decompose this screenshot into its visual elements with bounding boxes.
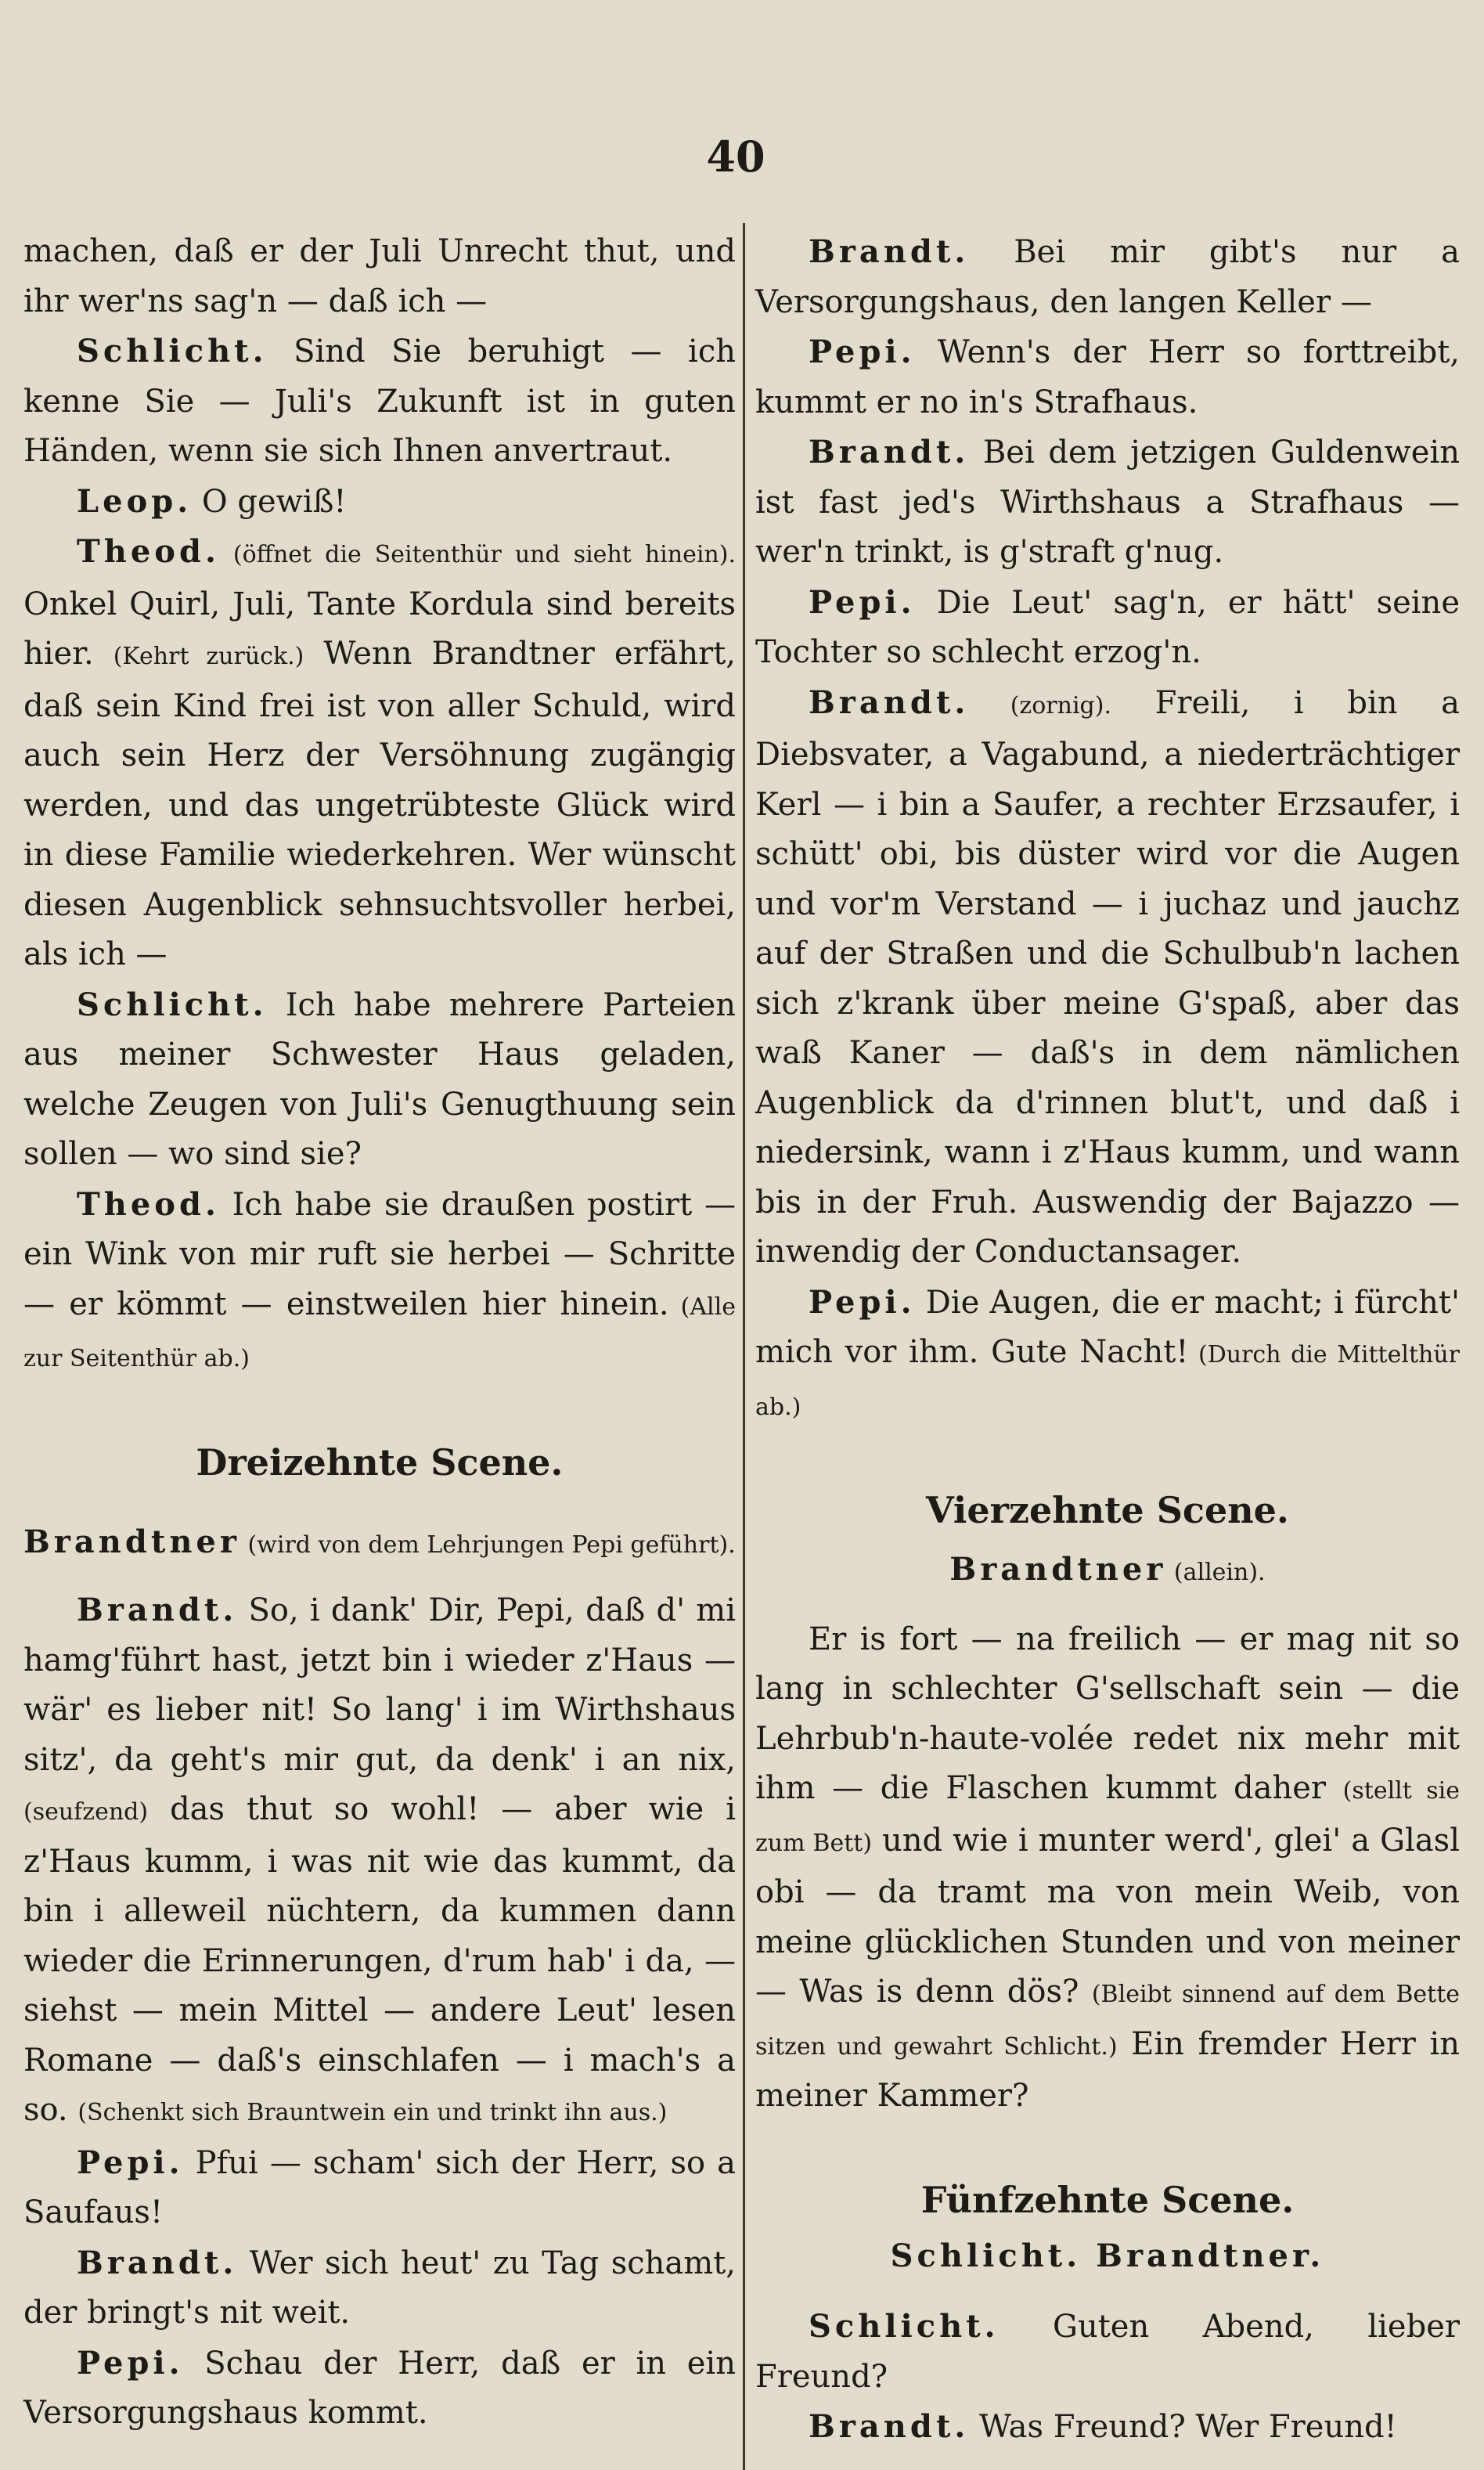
- dialogue-line: [755, 1615, 1460, 2122]
- cast-line: [23, 1517, 736, 1570]
- dialogue-text: Onkel Quirl, Juli, Tante Kordula sind bereits hier.: [23, 586, 736, 672]
- speaker-name: Brandt.: [809, 683, 970, 721]
- dialogue-text: Ich habe sie draußen postirt — ein Wink von mir ruft sie herbei — Schritte — er kömmt — einstweilen hier hinein.: [23, 1186, 736, 1322]
- dialogue-text: Was Freund? Wer Freund!: [969, 2409, 1397, 2445]
- dialogue-text: Pfui — scham' sich der Herr, so a Saufaus!: [23, 2144, 736, 2230]
- scene-heading: Dreizehnte Scene.: [196, 1441, 564, 1484]
- dialogue-line: [23, 980, 736, 1180]
- dialogue-text: O gewiß!: [192, 483, 347, 520]
- dialogue-text: Wer sich heut' zu Tag schamt, der bringt's nit weit.: [23, 2245, 736, 2331]
- stage-direction: (öffnet die Seitenthür und sieht hinein).: [219, 541, 736, 568]
- dialogue-line: [23, 527, 736, 980]
- cast-line: [755, 2231, 1460, 2282]
- dialogue-text: Freili, i bin a Diebsvater, a Vagabund, a niederträchtiger Kerl — i bin a Saufer, a rechter Erzsaufer, i schütt' obi, bis düster wird vor die Augen und vor'm Verstand — i juchaz und jauchz auf der Straßen und die Schulbub'n lachen sich z'krank über meine G'spaß, aber das waß Kaner — daß's in dem nämlichen Augenblick da d'rinnen blut't, und daß i niedersink, wann i z'Haus kumm, und wann bis in der Fruh. Auswendig der Bajazzo — inwendig der Conductansager.: [755, 684, 1460, 1270]
- speaker-name: Brandt.: [77, 1592, 238, 1628]
- left-column: [23, 227, 736, 2439]
- dialogue-text: Er is fort — na freilich — er mag nit so lang in schlechter G'sellschaft sein — die Lehrbub'n-haute-volée redet nix mehr mit ihm — die Flaschen kummt daher: [755, 1621, 1460, 1806]
- speaker-name: Pepi.: [809, 583, 916, 621]
- dialogue-text: Ein fremder Herr in meiner Kammer?: [755, 2025, 1461, 2114]
- dialogue-text: Die Leut' sag'n, er hätt' seine Tochter so schlecht erzog'n.: [755, 584, 1460, 670]
- dialogue-text: Bei dem jetzigen Guldenwein ist fast jed's Wirthshaus a Strafhaus — wer'n trinkt, is g'straft g'nug.: [755, 435, 1460, 570]
- stage-direction: (Schenkt sich Brauntwein ein und trinkt ihn aus.): [77, 2099, 668, 2126]
- speaker-name: Schlicht.: [77, 333, 268, 370]
- stage-direction: (wird von dem Lehrjungen Pepi geführt).: [240, 1531, 736, 1559]
- speaker-name: Schlicht.: [809, 2308, 1000, 2345]
- dialogue-line: [23, 2338, 736, 2439]
- speaker-name: Pepi.: [809, 1283, 916, 1321]
- stage-direction: (Bleibt sinnend auf dem Bette sitzen und gewahrt Schlicht.): [755, 1981, 1461, 2061]
- stage-direction: (Durch die Mittelthür ab.): [755, 1341, 1460, 1421]
- dialogue-text: Sind Sie beruhigt — ich kenne Sie — Juli's Zukunft ist in guten Händen, wenn sie sich Ihnen anvertraut.: [23, 334, 736, 469]
- dialogue-line: [23, 326, 736, 477]
- stage-direction: (Kehrt zurück.): [113, 643, 304, 670]
- speaker-name: Pepi.: [77, 2144, 184, 2181]
- dialogue-text: Wenn's der Herr so forttreibt, kummt er no in's Strafhaus.: [755, 334, 1460, 420]
- dialogue-text: Wenn Brandtner erfährt, daß sein Kind frei ist von aller Schuld, wird auch sein Herz der Versöhnung zugängig werden, und das ungetrübteste Glück wird in diese Familie wiederkehren. Wer wünscht diesen Augenblick sehnsuchtsvoller herbei, als ich —: [23, 636, 737, 972]
- dialogue-line: [755, 2302, 1460, 2402]
- speaker-name: Pepi.: [809, 334, 916, 370]
- scene-heading: Vierzehnte Scene.: [926, 1489, 1289, 1531]
- stage-direction: (allein).: [1166, 1559, 1266, 1586]
- dialogue-text: Schau der Herr, daß er in ein Versorgungshaus kommt.: [23, 2345, 736, 2431]
- scene-heading: Fünfzehnte Scene.: [920, 2178, 1295, 2221]
- speaker-name: Schlicht.: [77, 986, 268, 1023]
- dialogue-text: Die Augen, die er macht; i fürcht' mich vor ihm. Gute Nacht!: [755, 1284, 1460, 1370]
- dialogue-text: Guten Abend, lieber Freund?: [755, 2309, 1460, 2395]
- stage-direction: (zornig).: [969, 691, 1111, 719]
- speaker-name: Brandtner: [949, 1551, 1167, 1588]
- page-number: 40: [706, 132, 765, 182]
- dialogue-text: Bei mir gibt's nur a Versorgungshaus, den langen Keller —: [755, 234, 1460, 320]
- dialogue-text: und wie i munter werd', glei' a Glasl obi — da tramt ma von mein Weib, von meine glücklichen Stunden und von meiner — Was is denn dös?: [755, 1822, 1460, 2010]
- right-column: [755, 227, 1460, 2453]
- speaker-name: Theod.: [77, 533, 220, 570]
- paragraph: [23, 227, 736, 326]
- cast-names: Schlicht. Brandtner.: [890, 2237, 1325, 2274]
- dialogue-line: [755, 427, 1460, 578]
- dialogue-line: [755, 578, 1460, 678]
- dialogue-line: [755, 327, 1460, 427]
- speaker-name: Brandt.: [809, 434, 970, 471]
- stage-direction: (stellt sie zum Bett): [755, 1777, 1460, 1857]
- dialogue-line: [755, 2402, 1460, 2453]
- paragraph-text: machen, daß er der Juli Unrecht thut, und ihr wer'ns sag'n — daß ich —: [23, 233, 736, 319]
- dialogue-line: [755, 227, 1460, 327]
- dialogue-line: [23, 1180, 736, 1384]
- dialogue-line: [23, 477, 736, 528]
- dialogue-line: [23, 2238, 736, 2338]
- dialogue-line: [23, 1585, 736, 2138]
- speaker-name: Brandtner: [23, 1523, 240, 1560]
- dialogue-text: Ich habe mehrere Parteien aus meiner Schwester Haus geladen, welche Zeugen von Juli's Genugthuung sein sollen — wo sind sie?: [23, 986, 736, 1172]
- dialogue-text: So, i dank' Dir, Pepi, daß d' mi hamg'führt hast, jetzt bin i wieder z'Haus — wär' es lieber nit! So lang' i im Wirthshaus sitz', da geht's mir gut, da denk' i an nix,: [23, 1592, 736, 1778]
- stage-direction: (seufzend): [23, 1798, 149, 1826]
- cast-line: [755, 1545, 1460, 1598]
- speaker-name: Brandt.: [809, 2408, 970, 2445]
- dialogue-line: [23, 2138, 736, 2238]
- speaker-name: Theod.: [77, 1185, 220, 1223]
- speaker-name: Leop.: [77, 482, 193, 520]
- dialogue-line: [755, 1278, 1460, 1433]
- dialogue-line: [755, 678, 1460, 1278]
- speaker-name: Brandt.: [809, 233, 970, 270]
- dialogue-text: das thut so wohl! — aber wie i z'Haus kumm, i was nit wie das kummt, da bin i alleweil nüchtern, da kummen dann wieder die Erinnerungen, d'rum hab' i da, — siehst — mein Mittel — andere Leut' lesen Romane — daß's einschlafen — i mach's a so.: [23, 1791, 736, 2128]
- speaker-name: Brandt.: [77, 2244, 238, 2281]
- column-divider: [743, 223, 745, 2470]
- stage-direction: (Alle zur Seitenthür ab.): [23, 1293, 736, 1372]
- speaker-name: Pepi.: [77, 2344, 184, 2382]
